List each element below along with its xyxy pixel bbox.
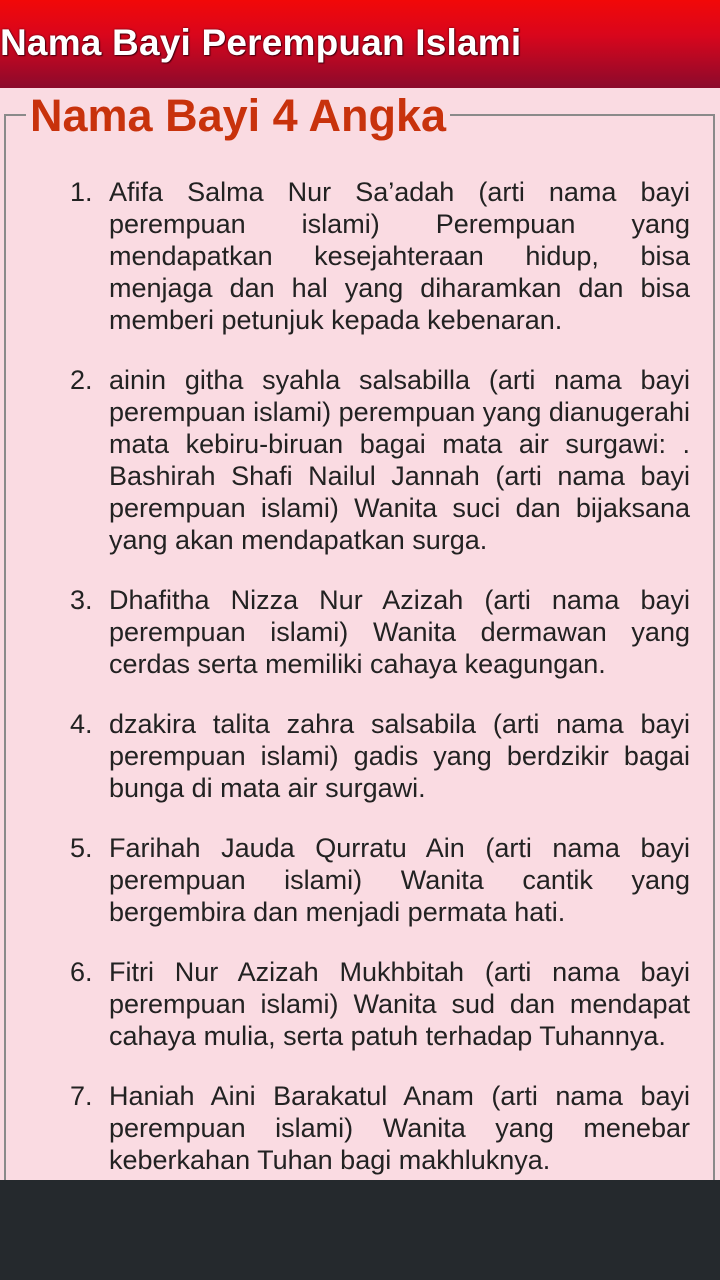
app-title: Nama Bayi Perempuan Islami — [0, 22, 522, 63]
list-item — [0, 176, 690, 336]
item-text: dzakira talita zahra salsabila (arti nama bayi perempuan islami) gadis yang berdzikir bagai bunga di mata air surgawi. — [109, 709, 690, 803]
list-item — [0, 584, 690, 680]
item-text: ainin githa syahla salsabilla (arti nama bayi perempuan islami) perempuan yang dianugerahi mata kebiru-biruan bagai mata air surgawi: . Bashirah Shafi Nailul Jannah (arti nama bayi perempuan islami) Wanita suci dan bijaksana yang akan mendapatkan surga. — [109, 365, 690, 555]
item-number: 5. — [70, 833, 93, 863]
item-number: 4. — [70, 709, 93, 739]
section-heading: Nama Bayi 4 Angka — [26, 90, 450, 142]
item-text: Fitri Nur Azizah Mukhbitah (arti nama bayi perempuan islami) Wanita sud dan mendapat cahaya mulia, serta patuh terhadap Tuhannya. — [109, 957, 690, 1051]
list-item — [0, 1080, 690, 1176]
item-number: 7. — [70, 1081, 93, 1111]
item-number: 6. — [70, 957, 93, 987]
item-number: 3. — [70, 585, 93, 615]
list-item — [0, 708, 690, 804]
item-number: 1. — [70, 177, 93, 207]
item-text: Dhafitha Nizza Nur Azizah (arti nama bayi perempuan islami) Wanita dermawan yang cerdas serta memiliki cahaya keagungan. — [109, 585, 690, 679]
content-scroll-area[interactable] — [0, 88, 720, 1180]
list-item — [0, 956, 690, 1052]
item-text: Farihah Jauda Qurratu Ain (arti nama bayi perempuan islami) Wanita cantik yang bergembira dan menjadi permata hati. — [109, 833, 690, 927]
item-text: Afifa Salma Nur Sa’adah (arti nama bayi perempuan islami) Perempuan yang mendapatkan kesejahteraan hidup, bisa menjaga dan hal yang diharamkan dan bisa memberi petunjuk kepada kebenaran. — [109, 177, 690, 335]
item-text: Haniah Aini Barakatul Anam (arti nama bayi perempuan islami) Wanita yang menebar keberkahan Tuhan bagi makhluknya. — [109, 1081, 690, 1175]
app-bar — [0, 0, 720, 88]
item-number: 2. — [70, 365, 93, 395]
bottom-bar — [0, 1180, 720, 1280]
list-item — [0, 832, 690, 928]
name-list — [0, 176, 690, 1180]
list-item — [0, 364, 690, 556]
